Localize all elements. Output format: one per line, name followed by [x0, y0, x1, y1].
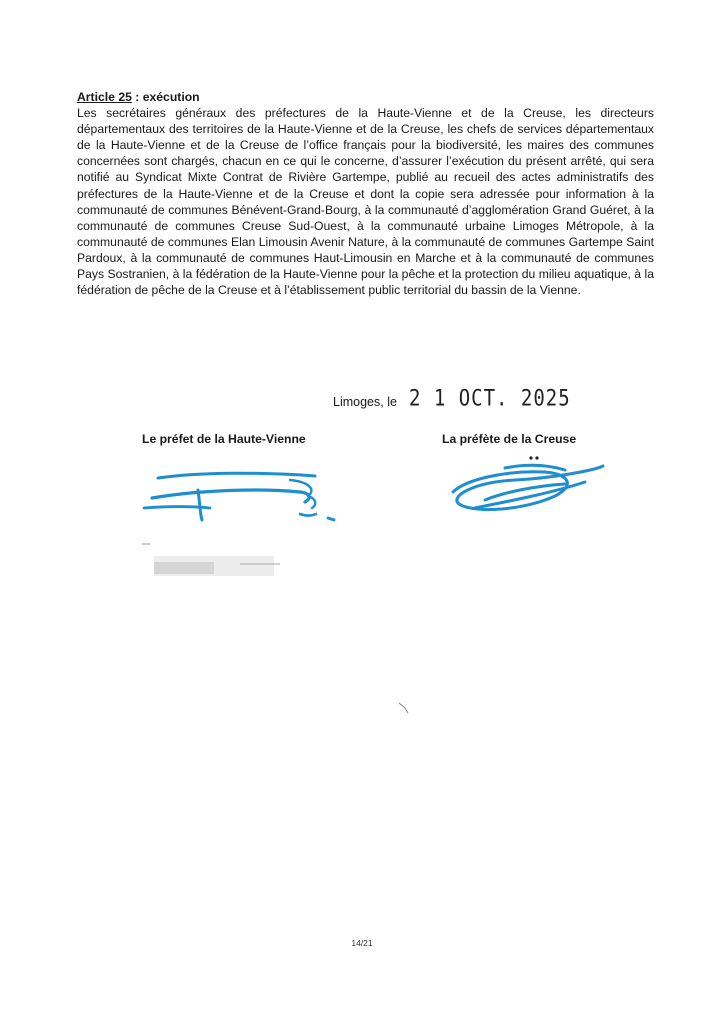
article-heading-separator: : — [131, 90, 143, 104]
scan-mark — [396, 700, 412, 716]
date-line — [333, 385, 571, 411]
article-title: exécution — [142, 90, 200, 104]
signer-left-title: Le préfet de la Haute-Vienne — [142, 432, 306, 446]
date-place-label: Limoges, le — [333, 395, 397, 409]
article-number: Article 25 — [77, 90, 132, 104]
signer-right-title: La préfète de la Creuse — [442, 432, 577, 446]
page-number: 14/21 — [351, 938, 373, 948]
article-heading — [77, 90, 200, 104]
date-stamp: 2 1 OCT. 2025 — [408, 385, 571, 411]
signature-right — [445, 452, 610, 522]
signature-left — [140, 468, 350, 533]
article-body: Les secrétaires généraux des préfectures de la Haute-Vienne et de la Creuse, les directeurs départementaux des territoires de la Haute-Vienne et de la Creuse, les chefs de services départementaux de la Haute-Vienne et de la Creuse de l’office français pour la biodiversité, les maires des communes concernées sont chargés, chacun en ce qui le concerne, d’assurer l’exécution du présent arrêté, qui sera notifié au Syndicat Mixte Contrat de Rivière Gartempe, publié au recueil des actes administratifs des préfectures de la Haute-Vienne et de la Creuse et dont la copie sera adressée pour information à la communauté de communes Bénévent-Grand-Bourg, à la communauté d’agglomération Grand Guéret, à la communauté de communes Creuse Sud-Ouest, à la communauté urbaine Limoges Métropole, à la communauté de communes Elan Limousin Avenir Nature, à la communauté de communes Gartempe Saint Pardoux, à la communauté de communes Haut-Limousin en Marche et à la communauté de communes Pays Sostranien, à la fédération de la Haute-Vienne pour la pêche et la protection du milieu aquatique, à la fédération de pêche de la Creuse et à l’établissement public territorial du bassin de la Vienne. — [77, 106, 654, 298]
stamp-smudge — [140, 540, 290, 582]
article-25 — [77, 89, 654, 298]
